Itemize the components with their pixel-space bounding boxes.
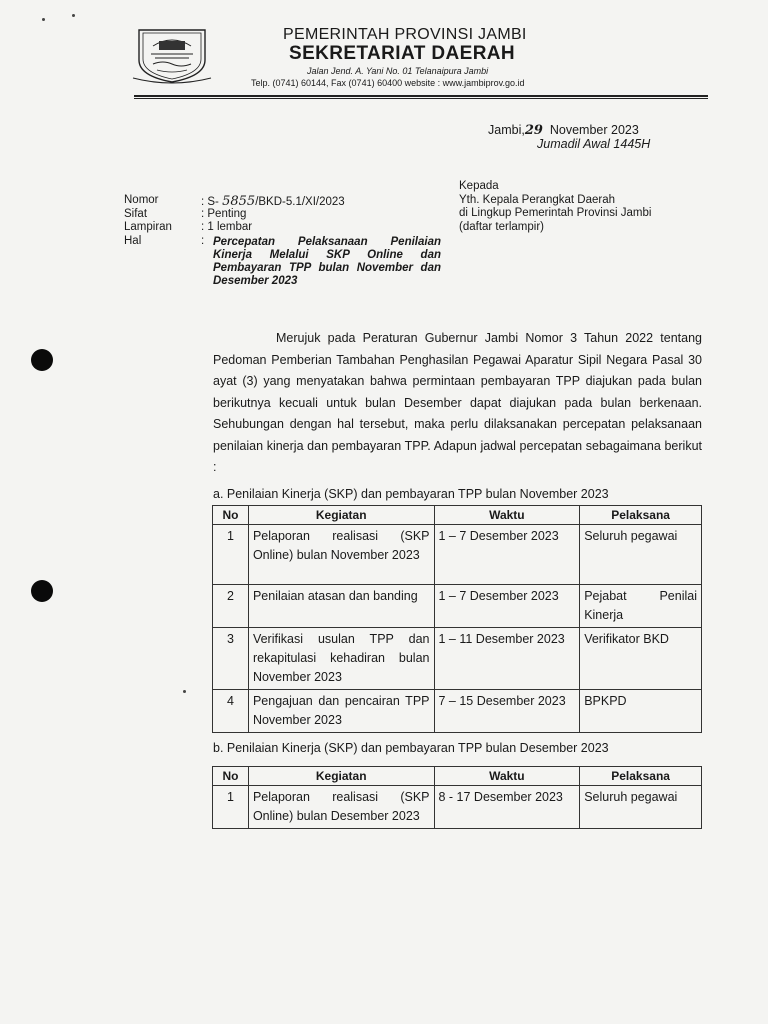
row-no: 2 xyxy=(213,585,249,628)
row-waktu: 1 – 7 Desember 2023 xyxy=(434,525,580,585)
section-a-title: a. Penilaian Kinerja (SKP) dan pembayaran TPP bulan November 2023 xyxy=(213,487,609,501)
table-header-row xyxy=(213,506,702,525)
date-city: Jambi, xyxy=(488,123,525,137)
scan-speck xyxy=(42,18,45,21)
jambi-province-emblem xyxy=(131,24,213,84)
table-row xyxy=(213,786,702,829)
header-no: No xyxy=(213,767,249,786)
row-kegiatan: Pelaporan realisasi (SKP Online) bulan November 2023 xyxy=(248,525,434,585)
header-kegiatan: Kegiatan xyxy=(248,767,434,786)
recipient-line: (daftar terlampir) xyxy=(459,220,544,233)
schedule-table-november xyxy=(212,505,702,733)
sifat-label: Sifat xyxy=(124,208,148,220)
row-pelaksana: Seluruh pegawai xyxy=(580,786,702,829)
section-b-title: b. Penilaian Kinerja (SKP) dan pembayaran TPP bulan Desember 2023 xyxy=(213,741,609,755)
body-paragraph: Merujuk pada Peraturan Gubernur Jambi Nomor 3 Tahun 2022 tentang Pedoman Pemberian Tambahan Penghasilan Pegawai Aparatur Sipil Negara Pasal 30 ayat (3) yang menyatakan bahwa permintaan pembayaran TPP diajukan pada bulan berikutnya kecuali untuk bulan Desember dapat diajukan pada bulan berkenaan. Sehubungan dengan hal tersebut, maka perlu dilaksanakan percepatan pelaksanaan penilaian kinerja dan pembayaran TPP. Adapun jadwal percepatan sebagaimana berikut : xyxy=(213,331,702,474)
nomor-handwritten: 5855 xyxy=(222,194,256,209)
office-contact: Telp. (0741) 60144, Fax (0741) 60400 website : www.jambiprov.go.id xyxy=(251,78,525,88)
letter-date xyxy=(488,123,639,138)
sifat-value: : Penting xyxy=(201,208,247,220)
row-waktu: 1 – 7 Desember 2023 xyxy=(434,585,580,628)
nomor-value xyxy=(201,194,345,209)
government-name: PEMERINTAH PROVINSI JAMBI xyxy=(283,26,527,43)
table-row xyxy=(213,585,702,628)
date-day-handwritten: 29 xyxy=(524,123,543,138)
row-waktu: 7 – 15 Desember 2023 xyxy=(434,690,580,733)
recipient-line: Yth. Kepala Perangkat Daerah xyxy=(459,193,615,206)
punch-hole-top xyxy=(31,349,53,371)
scan-speck xyxy=(72,14,75,17)
row-no: 4 xyxy=(213,690,249,733)
row-pelaksana: Seluruh pegawai xyxy=(580,525,702,585)
header-pelaksana: Pelaksana xyxy=(580,506,702,525)
header-no: No xyxy=(213,506,249,525)
hal-value: Percepatan Pelaksanaan Penilaian Kinerja Melalui SKP Online dan Pembayaran TPP bulan November dan Desember 2023 xyxy=(213,236,441,287)
header-waktu: Waktu xyxy=(434,506,580,525)
recipient-block xyxy=(459,180,651,234)
office-name: SEKRETARIAT DAERAH xyxy=(289,43,516,64)
schedule-table-december xyxy=(212,766,702,829)
scan-speck xyxy=(183,690,186,693)
date-month-year: November 2023 xyxy=(549,123,639,137)
row-kegiatan: Pengajuan dan pencairan TPP November 2023 xyxy=(248,690,434,733)
row-waktu: 1 – 11 Desember 2023 xyxy=(434,628,580,690)
row-no: 3 xyxy=(213,628,249,690)
table-row xyxy=(213,690,702,733)
row-waktu: 8 - 17 Desember 2023 xyxy=(434,786,580,829)
row-pelaksana: Pejabat Penilai Kinerja xyxy=(580,585,702,628)
row-pelaksana: Verifikator BKD xyxy=(580,628,702,690)
table-header-row xyxy=(213,767,702,786)
table-row xyxy=(213,628,702,690)
nomor-label: Nomor xyxy=(124,194,159,206)
punch-hole-bottom xyxy=(31,580,53,602)
hal-colon: : xyxy=(201,235,205,247)
row-pelaksana: BPKPD xyxy=(580,690,702,733)
lampiran-value: : 1 lembar xyxy=(201,221,253,233)
table-row xyxy=(213,525,702,585)
office-address: Jalan Jend. A. Yani No. 01 Telanaipura Jambi xyxy=(307,66,489,76)
header-kegiatan: Kegiatan xyxy=(248,506,434,525)
lampiran-label: Lampiran xyxy=(124,221,172,233)
nomor-suffix: /BKD-5.1/XI/2023 xyxy=(255,196,345,208)
nomor-prefix: : S- xyxy=(201,196,219,208)
letterhead-rule-thin xyxy=(134,98,708,99)
recipient-line: di Lingkup Pemerintah Provinsi Jambi xyxy=(459,207,652,219)
header-waktu: Waktu xyxy=(434,767,580,786)
row-kegiatan: Pelaporan realisasi (SKP Online) bulan Desember 2023 xyxy=(248,786,434,829)
row-no: 1 xyxy=(213,786,249,829)
header-pelaksana: Pelaksana xyxy=(580,767,702,786)
row-kegiatan: Verifikasi usulan TPP dan rekapitulasi kehadiran bulan November 2023 xyxy=(248,628,434,690)
row-no: 1 xyxy=(213,525,249,585)
recipient-line: Kepada xyxy=(459,180,499,192)
hal-label: Hal xyxy=(124,235,142,247)
row-kegiatan: Penilaian atasan dan banding xyxy=(248,585,434,628)
letterhead-rule xyxy=(134,95,708,97)
hijri-date: Jumadil Awal 1445H xyxy=(537,137,651,151)
